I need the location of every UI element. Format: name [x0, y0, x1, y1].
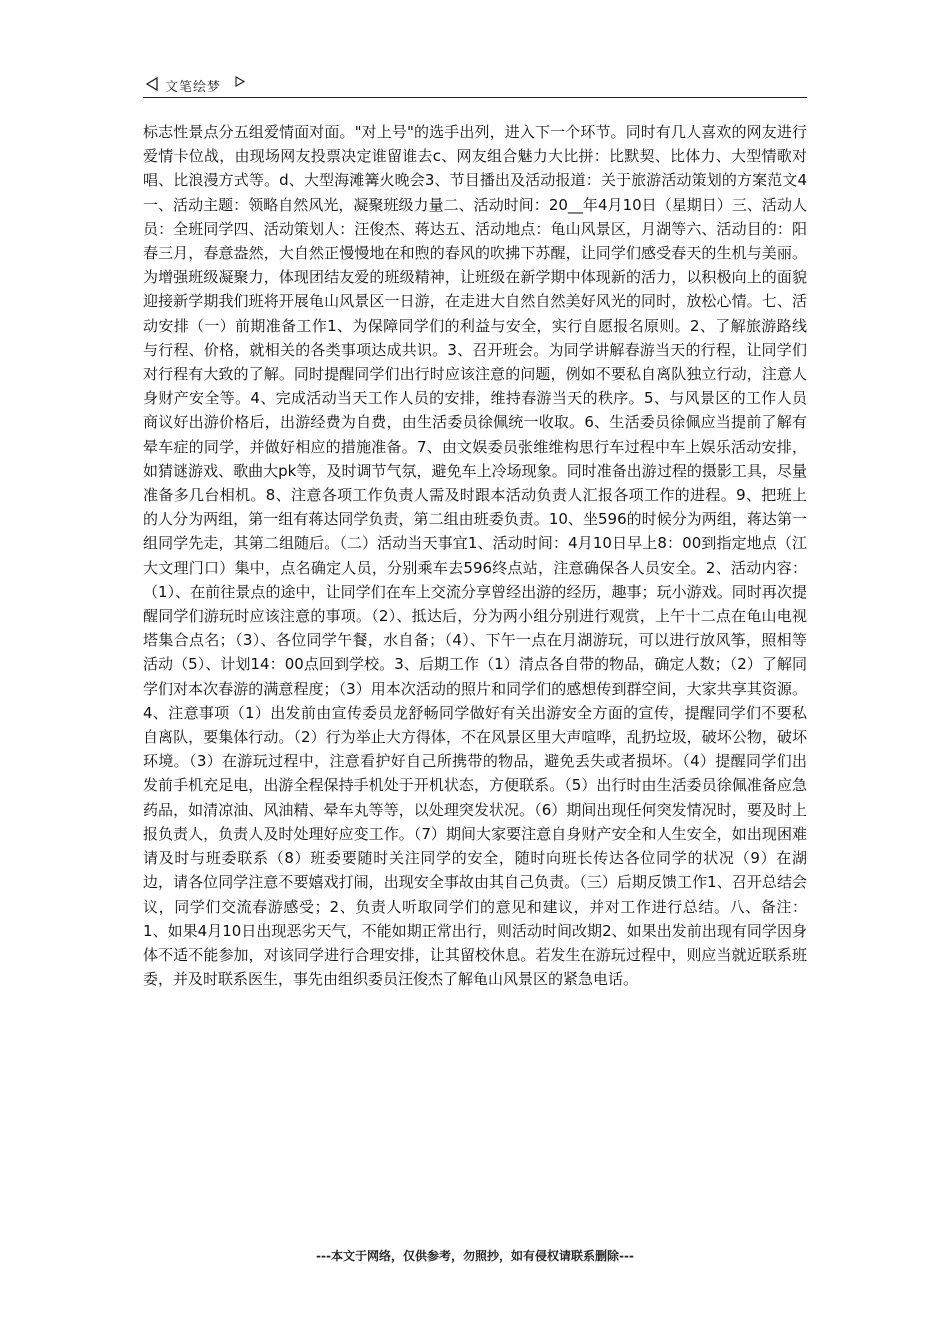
page-header [143, 70, 807, 98]
triangle-right-outline-icon [235, 76, 245, 87]
header-title: 文笔绘梦 [165, 80, 222, 95]
triangle-left-outline-icon [145, 77, 159, 91]
document-body [143, 120, 807, 991]
footer-disclaimer: ---本文于网络，仅供参考，勿照抄，如有侵权请联系删除--- [316, 1249, 634, 1263]
body-paragraph: 标志性景点分五组爱情面对面。"对上号"的选手出列，进入下一个环节。同时有几人喜欢的网友进行爱情卡位战，由现场网友投票决定谁留谁去c、网友组合魅力大比拼：比默契、比体力、大型情歌对唱、比浪漫方式等。d、大型海滩篝火晚会3、节目播出及活动报道：关于旅游活动策划的方案范文4一、活动主题：领略自然风光，凝聚班级力量二、活动时间：20__年4月10日（星期日）三、活动人员：全班同学四、活动策划人：汪俊杰、蒋达五、活动地点：龟山风景区，月湖等六、活动目的：阳春三月，春意盎然，大自然正慢慢地在和煦的春风的吹拂下苏醒，让同学们感受春天的生机与美丽。为增强班级凝聚力，体现团结友爱的班级精神，让班级在新学期中体现新的活力，以积极向上的面貌迎接新学期我们班将开展龟山风景区一日游，在走进大自然自然美好风光的同时，放松心情。七、活动安排（一）前期准备工作1、为保障同学们的利益与安全，实行自愿报名原则。2、了解旅游路线与行程、价格，就相关的各类事项达成共识。3、召开班会。为同学讲解春游当天的行程，让同学们对行程有大致的了解。同时提醒同学们出行时应该注意的问题，例如不要私自离队独立行动，注意人身财产安全等。4、完成活动当天工作人员的安排，维持春游当天的秩序。5、与风景区的工作人员商议好出游价格后，出游经费为自费，由生活委员徐佩统一收取。6、生活委员徐佩应当提前了解有晕车症的同学，并做好相应的措施准备。7、由文娱委员张维维构思行车过程中车上娱乐活动安排，如猜谜游戏、歌曲大pk等，及时调节气氛，避免车上冷场现象。同时准备出游过程的摄影工具，尽量准备多几台相机。8、注意各项工作负责人需及时跟本活动负责人汇报各项工作的进程。9、把班上的人分为两组，第一组有蒋达同学负责，第二组由班委负责。10、坐596的时候分为两组，蒋达第一组同学先走，其第二组随后。（二）活动当天事宜1、活动时间：4月10日早上8：00到指定地点（江大文理门口）集中，点名确定人员，分别乘车去596终点站，注意确保各人员安全。2、活动内容：（1）、在前往景点的途中，让同学们在车上交流分享曾经出游的经历，趣事；玩小游戏。同时再次提醒同学们游玩时应该注意的事项。（2）、抵达后，分为两小组分别进行观赏，上午十二点在龟山电视塔集合点名；（3）、各位同学午餐，水自备；（4）、下午一点在月湖游玩，可以进行放风筝，照相等活动（5）、计划14：00点回到学校。3、后期工作（1）清点各自带的物品，确定人数；（2）了解同学们对本次春游的满意程度；（3）用本次活动的照片和同学们的感想传到群空间，大家共享其资源。4、注意事项（1）出发前由宣传委员龙舒畅同学做好有关出游安全方面的宣传，提醒同学们不要私自离队，要集体行动。（2）行为举止大方得体，不在风景区里大声喧哗，乱扔垃圾，破坏公物，破坏环境。（3）在游玩过程中，注意看护好自己所携带的物品，避免丢失或者损坏。（4）提醒同学们出发前手机充足电，出游全程保持手机处于开机状态，方便联系。（5）出行时由生活委员徐佩准备应急药品，如清凉油、风油精、晕车丸等等，以处理突发状况。（6）期间出现任何突发情况时，要及时上报负责人，负责人及时处理好应变工作。（7）期间大家要注意自身财产安全和人生安全，如出现困难请及时与班委联系（8）班委要随时关注同学的安全，随时向班长传达各位同学的状况（9）在湖边，请各位同学注意不要嬉戏打闹，出现安全事故由其自己负责。（三）后期反馈工作1、召开总结会议，同学们交流春游感受；2、负责人听取同学们的意见和建议，并对工作进行总结。八、备注：1、如果4月10日出现恶劣天气，不能如期正常出行，则活动时间改期2、如果出发前出现有同学因身体不适不能参加，对该同学进行合理安排，让其留校休息。若发生在游玩过程中，则应当就近联系班委，并及时联系医生，事先由组织委员汪俊杰了解龟山风景区的紧急电话。 [143, 123, 807, 989]
